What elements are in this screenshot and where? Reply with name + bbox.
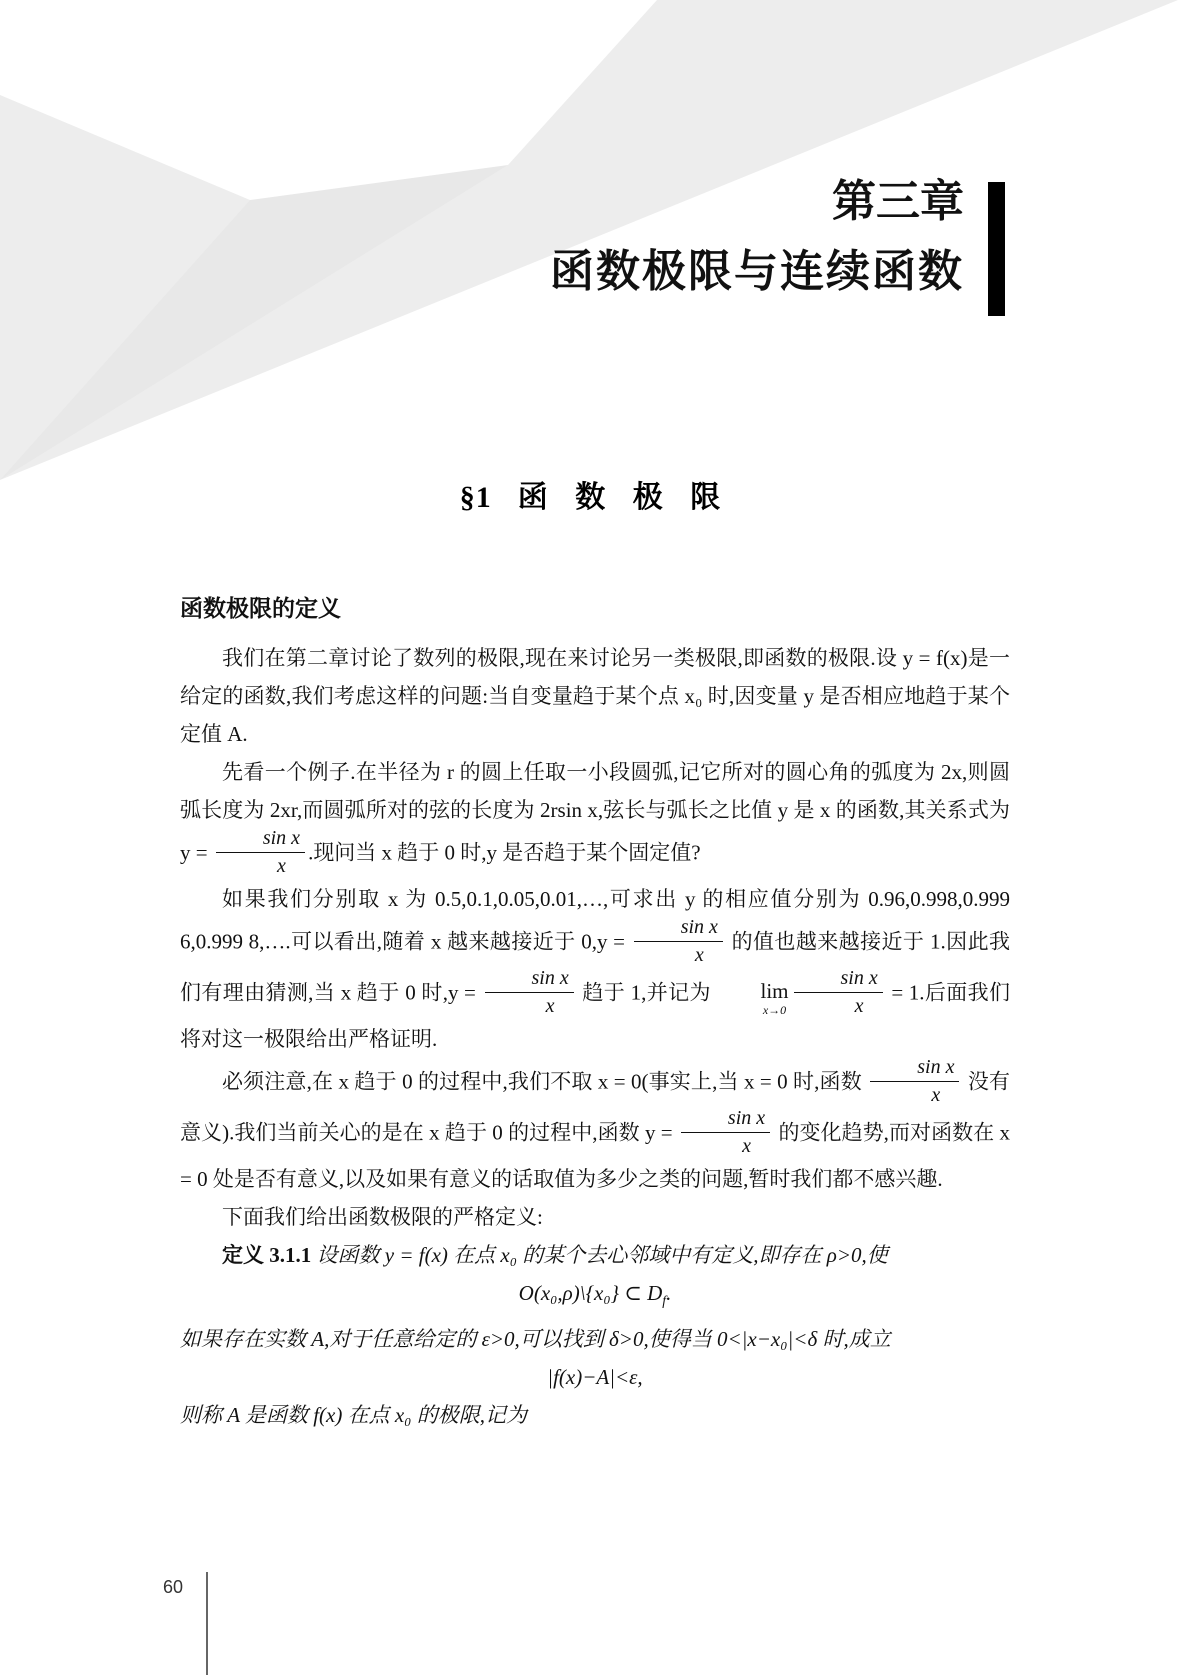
chapter-heading (550, 177, 1005, 316)
para-epsilon-delta: 如果存在实数 A,对于任意给定的 ε>0,可以找到 δ>0,使得当 0<|x−x₀|<δ 时,成立 (180, 1327, 891, 1352)
inline-fraction (634, 916, 723, 967)
limit-word: lim (760, 979, 789, 1003)
formula-neighborhood: O(x₀,ρ)\{x₀} ⊂ $D_f$. (518, 1281, 672, 1309)
fraction-numerator: sin x (634, 916, 723, 942)
para-definition: 定义 3.1.1 设函数 y = f(x) 在点 x₀ 的某个去心邻域中有定义,即存在 ρ>0,使 (222, 1243, 888, 1267)
inline-fraction (794, 967, 883, 1018)
para-values: 如果我们分别取 x 为 0.5,0.1,0.05,0.01,…,可求出 y 的相应值分别为 0.96,0.998,0.999 6,0.999 8,….可以看出,随着 x 越来越接近于 0,y = $\frac{\text{sin x}}{x}$ 的值也越来越接近于 1.因此我们有理由猜测,当 x 趋于 0 时,y = $\frac{\text{sin x}}{x}$ 趋于 1,并记为 lim x→0 $\frac{\text{sin x}}{x}$ = 1.后面我们将对这一极限给出严格证明. (180, 887, 1011, 1051)
chapter-heading-text (550, 177, 964, 296)
fraction-denominator: x (694, 944, 704, 966)
inline-fraction (216, 827, 305, 878)
inline-fraction (485, 967, 574, 1018)
fraction-denominator: x (277, 855, 286, 877)
fraction-denominator: x (742, 1135, 751, 1157)
section-title (180, 472, 1010, 516)
para-lead-in: 下面我们给出函数极限的严格定义: (222, 1205, 543, 1229)
para-example: 先看一个例子.在半径为 r 的圆上任取一小段圆弧,记它所对的圆心角的弧度为 2x,则圆弧长度为 2xr,而圆弧所对的弦的长度为 2rsin x,弦长与弧长之比值 y 是 x 的函数,其关系式为 y = $\frac{\text{sin x}}{x}$ .现问当 x 趋于 0 时,y 是否趋于某个固定值? (180, 760, 1010, 877)
fraction-denominator: x (545, 995, 555, 1017)
fraction-denominator: x (854, 995, 864, 1017)
fraction-numerator: sin x (794, 967, 883, 993)
inline-fraction (870, 1056, 959, 1107)
body-paragraphs (180, 639, 1010, 1434)
inline-fraction (681, 1107, 770, 1158)
fraction-numerator: sin x (216, 827, 305, 853)
formula-limit-inequality: |f(x)−A|<ε, (547, 1365, 643, 1390)
footer-rule (206, 1572, 208, 1675)
subscript: f (662, 1293, 667, 1309)
section-title-text: 函 数 极 限 (517, 481, 731, 514)
chapter-number: 第三章 (832, 177, 964, 226)
definition-label: 定义 3.1.1 (222, 1243, 312, 1267)
chapter-accent-bar (988, 182, 1005, 316)
section-number: §1 (459, 481, 492, 514)
fraction-numerator: sin x (485, 967, 574, 993)
fraction-numerator: sin x (681, 1107, 770, 1133)
para-conclusion: 则称 A 是函数 f(x) 在点 x₀ 的极限,记为 (180, 1403, 527, 1428)
limit-subscript: x→0 (762, 1003, 787, 1017)
chapter-title: 函数极限与连续函数 (550, 247, 964, 296)
para-caution: 必须注意,在 x 趋于 0 的过程中,我们不取 x = 0(事实上,当 x = 0 时,函数 $\frac{\text{sin x}}{x}$ 没有意义).我们当前关心的是在 x 趋于 0 的过程中,函数 y = $\frac{\text{sin x}}{x}$ 的变化趋势,而对函数在 x = 0 处是否有意义,以及如果有意义的话取值为多少之类的问题,暂时我们都不感兴趣. (180, 1056, 1011, 1191)
fraction-numerator: sin x (870, 1056, 959, 1082)
subsection-title: 函数极限的定义 (180, 595, 341, 621)
main-text-column (180, 472, 1010, 1434)
fraction-denominator: x (931, 1084, 941, 1106)
limit-operator (719, 981, 789, 1016)
para-intro: 我们在第二章讨论了数列的极限,现在来讨论另一类极限,即函数的极限.设 y = f(x)是一给定的函数,我们考虑这样的问题:当自变量趋于某个点 x₀ 时,因变量 y 是否相应地趋于某个定值 A. (180, 646, 1010, 746)
page-number: 60 (163, 1577, 184, 1597)
